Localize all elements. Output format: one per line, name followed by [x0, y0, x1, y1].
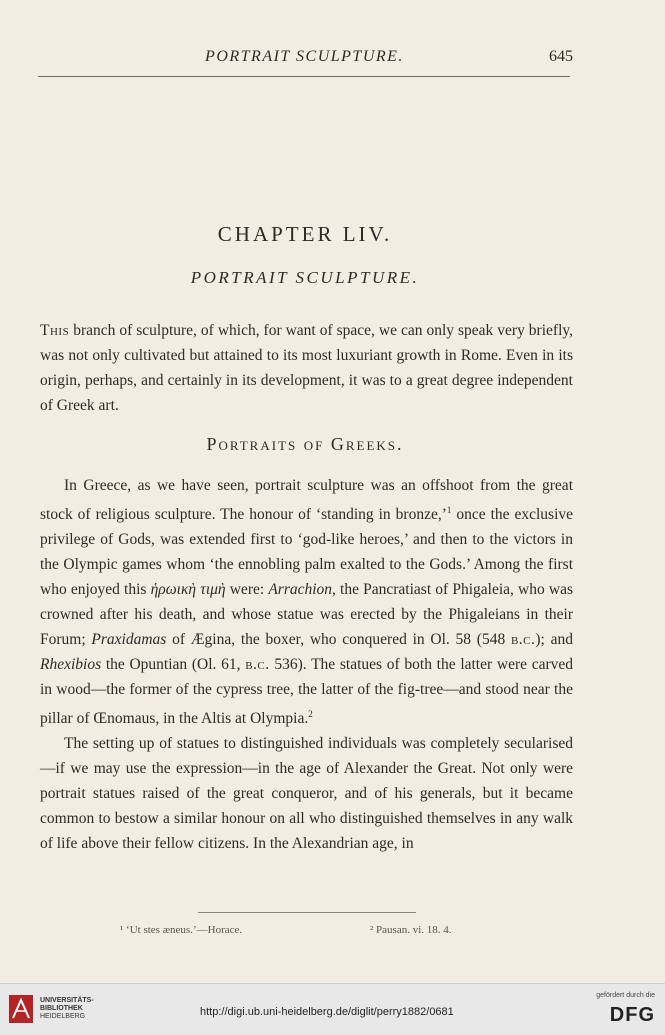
name-arrachion: Arrachion — [268, 581, 333, 599]
footnote-ref-2: 2 — [308, 709, 313, 720]
name-rhexibios: Rhexibios — [40, 656, 102, 674]
dfg-logo: DFG — [609, 1004, 655, 1026]
footnote-rule — [198, 912, 416, 913]
chapter-heading: CHAPTER LIV. — [217, 222, 393, 246]
chapter-title: PORTRAIT SCULPTURE. — [190, 268, 420, 287]
paragraph-greece: In Greece, as we have seen, portrait sculpture was an offshoot from the great stock of religious sculpture. The honour of ‘standing in bronze,’$^1$ once the exclusive privilege of Gods, was extended first to ‘god-like heroes,’ and then to the victors in the Olympic games whom ‘the ennobling palm exalted to the Gods.’ Among the first who enjoyed this ἡρωικὴ τιμὴ were: Arrachion, the Pancratiast of Phigaleia, who was crowned after his death, and whose statue was erected by the Phigaleians in their Forum; Praxidamas of Ægina, the boxer, who conquered in Ol. 58 (548 b.c.); and Rhexibios the Opuntian (Ol. 61, b.c. 536). The statues of both the latter were carved in wood—the former of the cypress tree, the latter of the fig-tree—and stood near the pillar of Œnomaus, in the Altis at Olympia.$^2$ — [40, 477, 574, 728]
institution-name: UNIVERSITÄTS- BIBLIOTHEK HEIDELBERG — [40, 997, 94, 1020]
name-praxidamas: Praxidamas — [91, 631, 167, 649]
header-rule — [38, 76, 570, 77]
university-seal-icon — [8, 994, 34, 1024]
intro-paragraph — [40, 318, 573, 418]
footnote-ref-1: 1 — [446, 505, 452, 515]
paragraph-secularised: The setting up of statues to distinguished individuals was completely secularised—if we may use the expression—in the age of Alexander the Great. Not only were portrait statues raised of the great conqueror, and of his generals, but it became common to bestow a similar honour on all who distinguished themselves in any walk of life above their fellow citizens. In the Alexandrian age, in — [40, 735, 573, 853]
footnote-2: ² Pausan. vi. 18. 4. — [370, 924, 452, 936]
digitization-footer — [0, 983, 665, 1035]
main-text — [40, 473, 573, 856]
page-number: 645 — [549, 48, 573, 65]
section-heading: Portraits of Greeks. — [206, 434, 404, 454]
source-url-link[interactable]: http://digi.ub.uni-heidelberg.de/diglit/perry1882/0681 — [200, 1006, 454, 1018]
footnote-1: ¹ ‘Ut stes æneus.’—Horace. — [120, 924, 243, 936]
running-head: PORTRAIT SCULPTURE. — [205, 48, 404, 65]
greek-phrase: ἡρωικὴ τιμὴ — [150, 581, 226, 599]
intro-text: branch of sculpture, of which, for want of space, we can only speak very briefly, was not only cultivated but attained to its most luxuriant growth in Rome. Even in its origin, perhaps, and certainly in its development, it was to a great degree independent of Greek art. — [40, 322, 573, 414]
intro-lead-word: This — [40, 322, 70, 339]
funded-by-label: gefördert durch die — [596, 992, 655, 999]
